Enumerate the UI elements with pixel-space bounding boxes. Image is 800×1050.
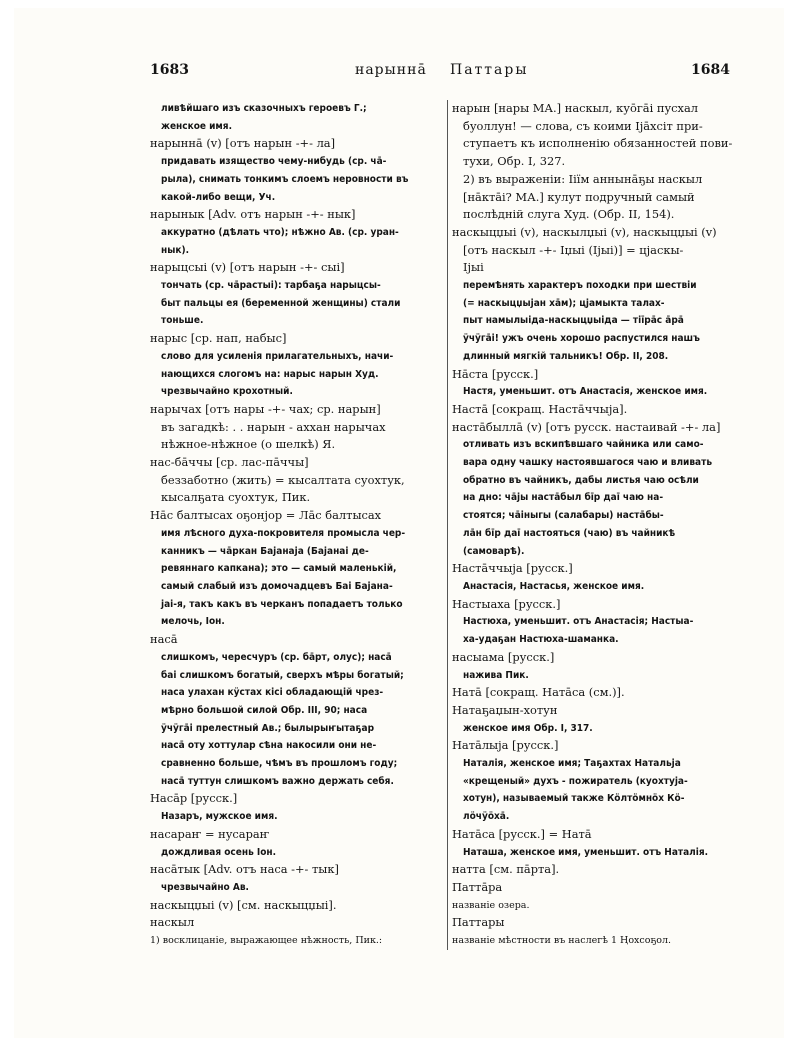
entry-headword-line: нарын [нары МА.] наскыл, куо̄га̄і пусхал bbox=[452, 101, 698, 115]
entry-headword-line: Паттары bbox=[452, 915, 505, 930]
entry-text-line: Наташа, женское имя, уменьшит. отъ Наталія. bbox=[463, 846, 709, 858]
entry-text-line: [отъ наскыл -+- Іџыі (Іјыі)] = цјаскы- bbox=[463, 242, 684, 257]
right-column bbox=[447, 100, 735, 950]
entry-headword-line: наса̄ bbox=[150, 632, 178, 647]
entry-text-line: ха-удаҕан Настюха-шаманка. bbox=[463, 634, 619, 646]
entry-text-line: тухи, Обр. I, 327. bbox=[463, 154, 566, 169]
entry-text-line: (= наскыцџыјан ха̄м); цјамыкта талах- bbox=[463, 297, 665, 309]
entry-headword-line: насараҥ = нусараҥ bbox=[150, 826, 270, 841]
entry-text-line: отливать изъ вскипѣвшаго чайника или само- bbox=[463, 439, 704, 451]
entry-text-line: слово для усиленія прилагательныхъ, начи- bbox=[161, 350, 394, 362]
page-header bbox=[150, 62, 730, 84]
entry-text-line: беззаботно (жить) = кысалтата суохтук, bbox=[161, 472, 405, 487]
entry-text-line: ревяннаго капкана); это — самый маленькій, bbox=[161, 563, 397, 575]
entry-text-line: нык). bbox=[161, 244, 189, 256]
running-head-left: нарынна̄ bbox=[355, 62, 427, 78]
entry-text-line: ливѣйшаго изъ сказочныхъ героевъ Г.; bbox=[161, 103, 367, 114]
entry-headword-line: наскыцџыі (v), наскылџыі (v), наскыцџыі (v) bbox=[452, 224, 717, 239]
entry-headword-line: наскыцџыі (v) [см. наскыцџыі]. bbox=[150, 897, 337, 912]
entry-text-line: канникъ — ча̄ркан Бајанаја (Бајанаі де- bbox=[161, 545, 369, 557]
entry-text-line: ӱчӱга̄і прелестный Ав.; былырыҥытаҕар bbox=[161, 722, 375, 734]
entry-headword-line: наскыл bbox=[150, 915, 195, 930]
entry-text-line: [на̄кта̄і? МА.] кулут подручный самый bbox=[463, 189, 695, 204]
entry-text-line: пыт намылыіда-наскыцџыіда — тіі̄ра̄с а̄ра̄ bbox=[463, 315, 684, 327]
entry-headword-line: наса̄тык [Adv. отъ наса -+- тык] bbox=[150, 862, 339, 877]
entry-headword-line: нарынык [Adv. отъ нарын -+- нык] bbox=[150, 207, 356, 222]
entry-text-line: мелочь, Іон. bbox=[161, 616, 225, 628]
entry-text-line: 1) восклицаніе, выражающее нѣжность, Пик.: bbox=[150, 935, 383, 947]
entry-text-line: 2) въ выраженіи: Ііїм аннына̄ҕы наскыл bbox=[463, 171, 703, 186]
entry-text-line: стоятся; ча̄іныгы (салабары) наста̄бы- bbox=[463, 510, 664, 522]
entry-headword-line: нарыс [ср. нап, набыс] bbox=[150, 331, 287, 346]
entry-text-line: ӱчӱга̄і! ужъ очень хорошо распустился нашъ bbox=[463, 333, 700, 345]
entry-text-line: вара одну чашку настоявшагося чаю и вливать bbox=[463, 457, 713, 469]
running-head-right: Паттары bbox=[450, 62, 529, 78]
entry-text-line: какой-либо вещи, Уч. bbox=[161, 191, 276, 203]
entry-text-line: имя лѣсного духа-покровителя промысла чер- bbox=[161, 527, 406, 539]
entry-text-line: обратно въ чайникъ, дабы листья чаю осѣли bbox=[463, 474, 699, 486]
entry-headword-line: Ната̄ [сокращ. Ната̄са (см.)]. bbox=[452, 685, 625, 700]
entry-text-line: слишкомъ, чересчуръ (ср. ба̄рт, олус); наса̄ bbox=[161, 651, 392, 663]
entry-text-line: јаі-я, такъ какъ въ черканъ попадаетъ только bbox=[161, 598, 403, 610]
entry-headword-line: нарынна̄ (v) [отъ нарын -+- ла] bbox=[150, 136, 336, 151]
entry-headword-line: На̄ста [русск.] bbox=[452, 366, 539, 381]
entry-text-line: Настюха, уменьшит. отъ Анастасія; Настыа- bbox=[463, 616, 694, 628]
entry-headword-line: На̄с балтысах оҕонјор = Ла̄с балтысах bbox=[150, 508, 382, 523]
entry-text-line: Іјыі bbox=[463, 260, 484, 275]
entry-text-line: послѣдній слуга Худ. (Обр. II, 154). bbox=[463, 207, 675, 222]
entry-text-line: кысалҕата суохтук, Пик. bbox=[161, 490, 311, 505]
entry-text-line: сравненно больше, чѣмъ въ прошломъ году; bbox=[161, 758, 398, 770]
entry-headword-line: насыама [русск.] bbox=[452, 649, 555, 664]
entry-text-line: длинный мягкій тальникъ! Обр. II, 208. bbox=[463, 350, 669, 362]
entry-text-line: Наталія, женское имя; Таҕахтах Натальја bbox=[463, 758, 681, 770]
entry-text-line: Анастасія, Настасья, женское имя. bbox=[463, 580, 645, 592]
entry-text-line: аккуратно (дѣлать что); нѣжно Ав. (ср. уран- bbox=[161, 226, 399, 238]
entry-headword-line: Настыаха [русск.] bbox=[452, 596, 561, 611]
entry-text-line: баі слишкомъ богатый, сверхъ мѣры богатый; bbox=[161, 669, 404, 681]
entry-text-line: ла̄н бі̄р даі̄ настояться (чаю) въ чайникѣ bbox=[463, 527, 676, 539]
entry-text-line: рыла), снимать тонкимъ слоемъ неровности въ bbox=[161, 173, 409, 185]
entry-text-line: наса улахан кӱстах кісі обладающій чрез- bbox=[161, 687, 384, 699]
entry-headword-line: Ната̄лыја [русск.] bbox=[452, 738, 559, 753]
entry-headword-line: Ната̄са [русск.] = Ната̄ bbox=[452, 826, 592, 841]
entry-text-line: тоньше. bbox=[161, 315, 204, 327]
entry-headword-line: Наста̄ [сокращ. Наста̄ччыја]. bbox=[452, 401, 628, 416]
entry-text-line: тончать (ср. ча̄растыі): тарбаҕа нарыцсы- bbox=[161, 280, 381, 292]
entry-text-line: чрезвычайно Ав. bbox=[161, 881, 249, 893]
entry-text-line: на дно: ча̄јы наста̄был бі̄р даі̄ чаю на- bbox=[463, 492, 664, 504]
page-number-left: 1683 bbox=[150, 62, 189, 78]
entry-text-line: буоллун! — слова, съ коими Іја̄хсіт при- bbox=[463, 118, 703, 133]
entry-headword-line: нарыцсыі (v) [отъ нарын -+- сыі] bbox=[150, 260, 345, 275]
entry-text-line: названіе мѣстности въ наслегѣ 1 Ңохсоҕол. bbox=[452, 935, 672, 947]
entry-text-line: мѣрно большой силой Обр. III, 90; наса bbox=[161, 704, 368, 716]
page-number-right: 1684 bbox=[691, 62, 730, 78]
entry-text-line: нѣжное-нѣжное (о шелкѣ) Я. bbox=[161, 437, 336, 452]
entry-text-line: дождливая осень Іон. bbox=[161, 846, 277, 858]
entry-text-line: ступаетъ къ исполненію обязанностей пови- bbox=[463, 136, 733, 151]
entry-text-line: нающихся слогомъ на: нарыс нарын Худ. bbox=[161, 368, 379, 380]
entry-text-line: въ загадкѣ: . . нарын - аххан нарычах bbox=[161, 419, 386, 434]
entry-text-line: «крещеный» духъ - пожиратель (куохтуја- bbox=[463, 775, 688, 787]
entry-text-line: перемѣнять характеръ походки при шествіи bbox=[463, 280, 697, 292]
entry-text-line: наса̄ туттун слишкомъ важно держать себя. bbox=[161, 775, 394, 787]
entry-text-line: хотун), называемый также Кӧлтӧмнӧх Кӧ- bbox=[463, 793, 685, 805]
entry-text-line: Настя, уменьшит. отъ Анастасія, женское имя. bbox=[463, 386, 708, 398]
entry-headword-line: наста̄былла̄ (v) [отъ русск. настаивай -+- ла] bbox=[452, 419, 721, 434]
entry-text-line: нажива Пик. bbox=[463, 669, 529, 681]
entry-text-line: чрезвычайно крохотный. bbox=[161, 386, 293, 398]
entry-headword-line: Патта̄ра bbox=[452, 879, 503, 894]
entry-text-line: быт пальцы ея (беременной женщины) стали bbox=[161, 297, 401, 309]
entry-text-line: женское имя Обр. I, 317. bbox=[463, 722, 593, 734]
entry-headword-line: натта [см. па̄рта]. bbox=[452, 862, 560, 877]
entry-headword-line: Наста̄ччыја [русск.] bbox=[452, 561, 573, 576]
left-column bbox=[150, 100, 441, 950]
entry-headword-line: Наса̄р [русск.] bbox=[150, 791, 238, 806]
entry-text-line: наса̄ оту хоттулар сѣна накосили они не- bbox=[161, 740, 377, 752]
entry-text-line: придавать изящество чему-нибудь (ср. ча̄- bbox=[161, 156, 387, 168]
entry-text-line: (самоварѣ). bbox=[463, 545, 525, 557]
entry-text-line: Назаръ, мужское имя. bbox=[161, 811, 278, 823]
entry-text-line: самый слабый изъ домочадцевъ Баі Бајана- bbox=[161, 580, 393, 592]
entry-headword-line: нарычах [отъ нары -+- чах; ср. нарын] bbox=[150, 401, 381, 416]
entry-text-line: названіе озера. bbox=[452, 899, 530, 911]
entry-headword-line: нас-ба̄ччы [ср. лас-па̄ччы] bbox=[150, 455, 309, 470]
entry-headword-line: Натаҕаџын-хотун bbox=[452, 702, 558, 717]
entry-text-line: женское имя. bbox=[161, 120, 232, 132]
entry-text-line: лӧчӱӧха̄. bbox=[463, 811, 510, 823]
